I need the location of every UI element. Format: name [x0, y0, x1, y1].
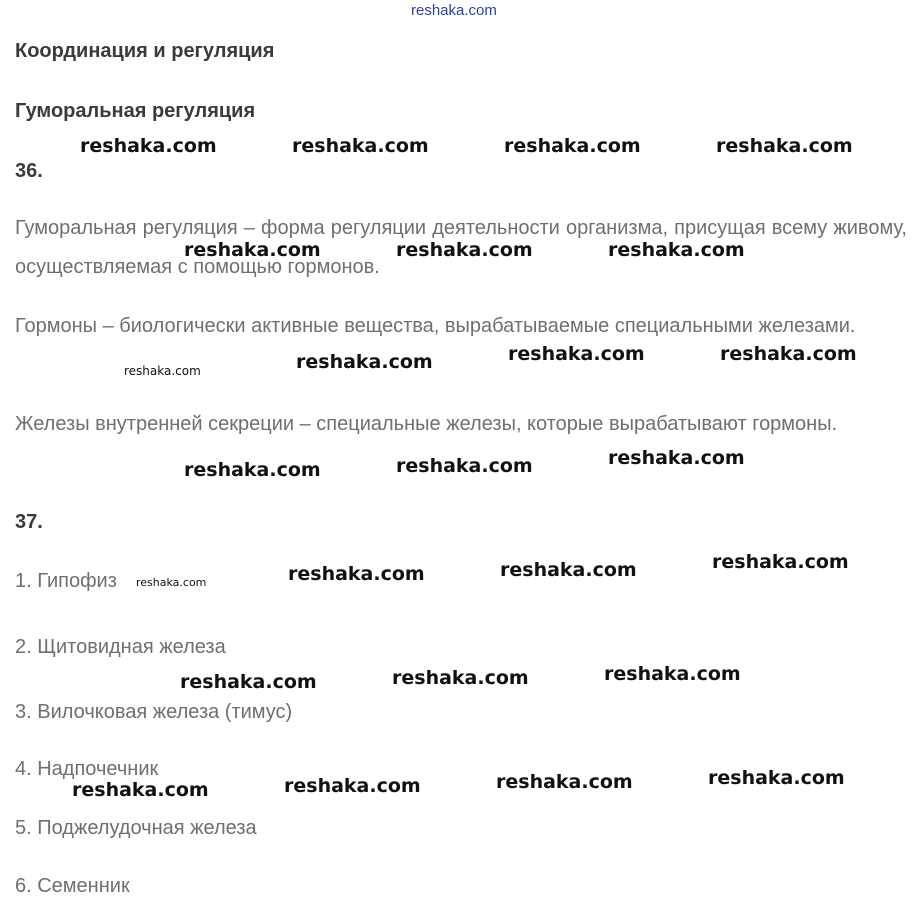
list-item: 3. Вилочковая железа (тимус) — [15, 701, 293, 723]
watermark: reshaka.com — [720, 343, 857, 365]
watermark: reshaka.com — [712, 551, 849, 573]
list-item: 4. Надпочечник — [15, 758, 159, 780]
watermark: reshaka.com — [608, 239, 745, 261]
watermark: reshaka.com — [396, 455, 533, 477]
task-36-number: 36. — [15, 160, 43, 182]
watermark: reshaka.com — [396, 239, 533, 261]
paragraph-hormones: Гормоны – биологически активные вещества, вырабатываемые специальными железами. — [15, 315, 856, 337]
watermark: reshaka.com — [180, 671, 317, 693]
top-site-mark: reshaka.com — [411, 2, 497, 19]
list-item: 6. Семенник — [15, 875, 130, 897]
list-item: 5. Поджелудочная железа — [15, 817, 257, 839]
watermark: reshaka.com — [288, 563, 425, 585]
watermark: reshaka.com — [508, 343, 645, 365]
watermark: reshaka.com — [708, 767, 845, 789]
watermark: reshaka.com — [392, 667, 529, 689]
watermark: reshaka.com — [80, 135, 217, 157]
watermark: reshaka.com — [496, 771, 633, 793]
watermark: reshaka.com — [296, 351, 433, 373]
list-item: 1. Гипофиз — [15, 570, 117, 592]
list-item: 2. Щитовидная железа — [15, 636, 226, 658]
watermark: reshaka.com — [284, 775, 421, 797]
watermark: reshaka.com — [716, 135, 853, 157]
watermark: reshaka.com — [184, 239, 321, 261]
paragraph-endocrine-glands: Железы внутренней секреции – специальные железы, которые вырабатывают гормоны. — [15, 413, 838, 435]
watermark: reshaka.com — [608, 447, 745, 469]
watermark: reshaka.com — [292, 135, 429, 157]
watermark: reshaka.com — [604, 663, 741, 685]
task-37-number: 37. — [15, 511, 43, 533]
watermark: reshaka.com — [124, 364, 201, 378]
watermark: reshaka.com — [500, 559, 637, 581]
section-title: Координация и регуляция — [15, 40, 275, 62]
paragraph-humoral-regulation: Гуморальная регуляция – форма регуляции деятельности организма, присущая всему живому, осуществляемая с помощью гормонов. — [15, 217, 907, 278]
watermark: reshaka.com — [504, 135, 641, 157]
watermark: reshaka.com — [136, 576, 207, 589]
watermark: reshaka.com — [184, 459, 321, 481]
watermark: reshaka.com — [72, 779, 209, 801]
subsection-title: Гуморальная регуляция — [15, 100, 256, 122]
